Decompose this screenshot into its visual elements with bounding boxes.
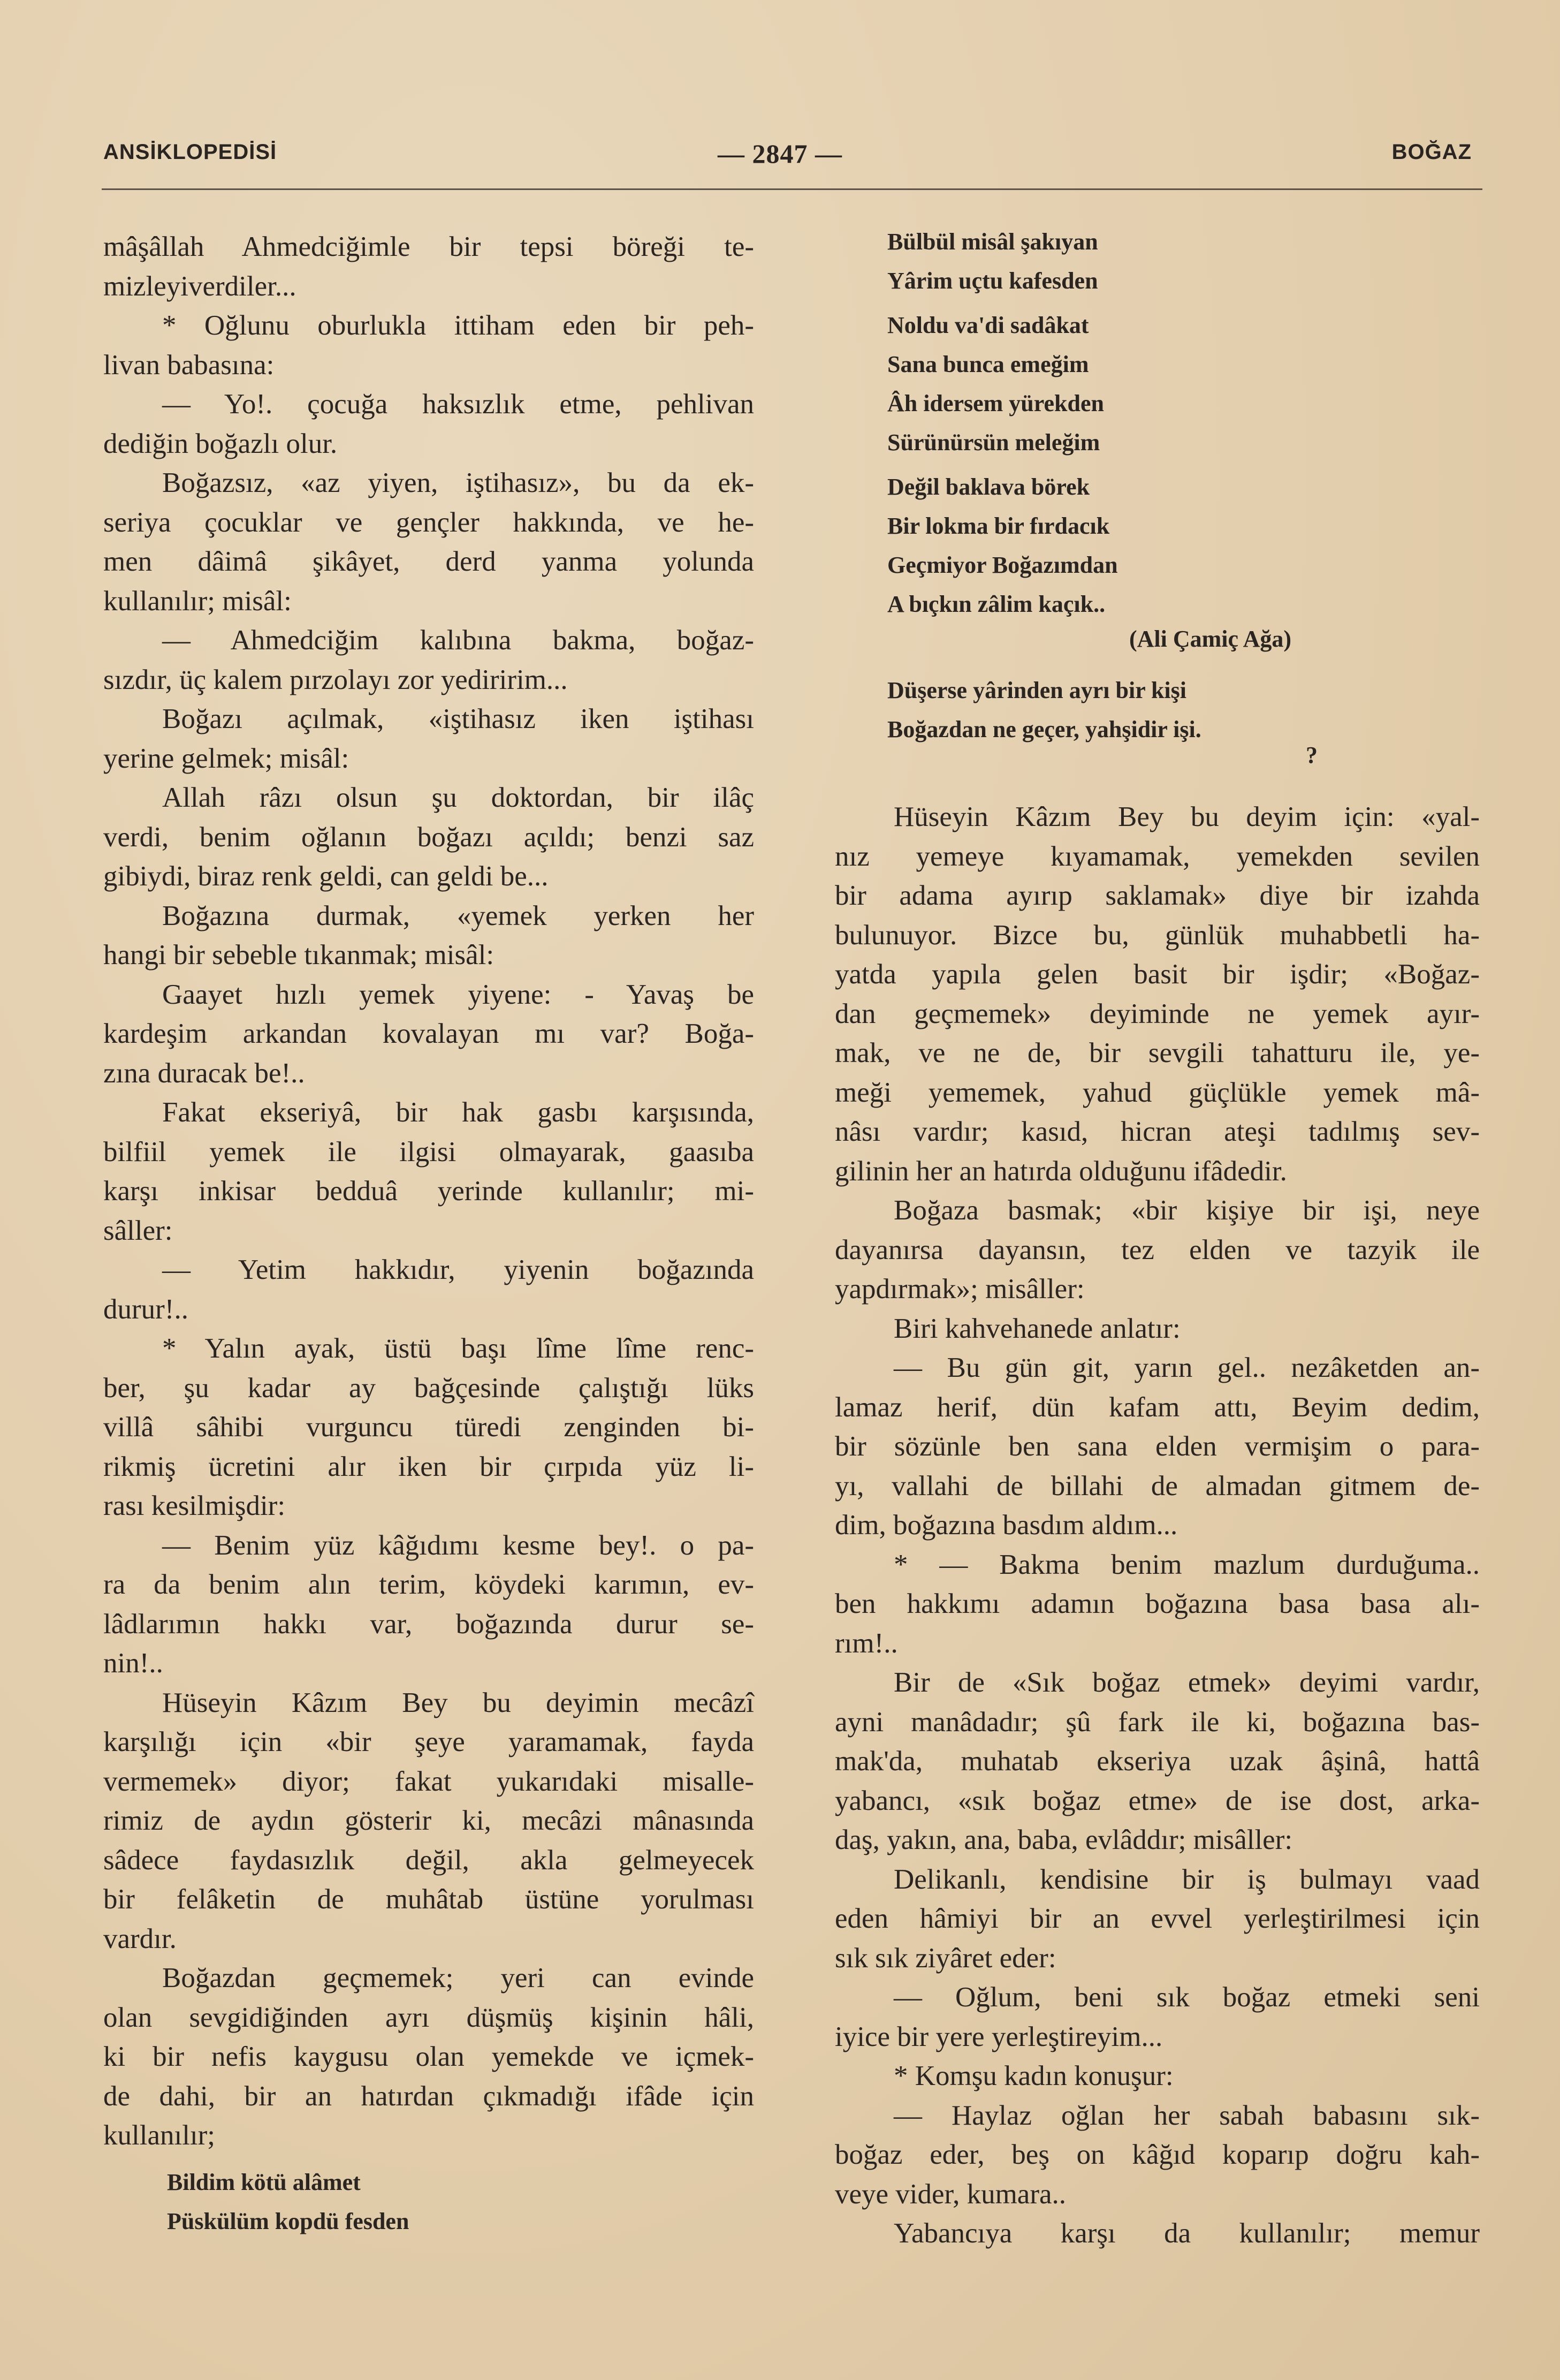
text-line: de dahi, bir an hatırdan çıkmadığı ifâde için bbox=[103, 2080, 754, 2112]
text-line: dim, boğazına basdım aldım... bbox=[835, 1510, 1178, 1541]
text-line: — Yo!. çocuğa haksızlık etme, pehlivan bbox=[162, 389, 754, 420]
text-line: bilfiil yemek ile ilgisi olmayarak, gaasıba bbox=[103, 1136, 754, 1168]
text-line: bir felâketin de muhâtab üstüne yorulması bbox=[103, 1884, 754, 1915]
text-line: — Bu gün git, yarın gel.. nezâketden an- bbox=[894, 1352, 1480, 1383]
text-line: kullanılır; bbox=[103, 2120, 216, 2151]
text-line: yatda yapıla gelen basit bir işdir; «Boğaz- bbox=[835, 959, 1480, 990]
text-line: karşı inkisar bedduâ yerinde kullanılır; mi- bbox=[103, 1176, 754, 1207]
text-line: sâdece faydasızlık değil, akla gelmeyecek bbox=[103, 1844, 754, 1876]
text-line: Boğazı açılmak, «iştihasız iken iştihası bbox=[162, 703, 754, 734]
text-line: — Benim yüz kâğıdımı kesme bey!. o pa- bbox=[162, 1529, 754, 1561]
verse-line: Bir lokma bir fırdacık bbox=[887, 513, 1110, 539]
running-header-left: ANSİKLOPEDİSİ bbox=[103, 140, 277, 164]
text-line: Boğazına durmak, «yemek yerken her bbox=[162, 900, 754, 931]
verse-line: Geçmiyor Boğazımdan bbox=[887, 552, 1118, 578]
verse-line: Noldu va'di sadâkat bbox=[887, 312, 1089, 338]
text-line: eden hâmiyi bir an evvel yerleştirilmesi için bbox=[835, 1903, 1480, 1934]
text-line: nâsı vardır; kasıd, hicran ateşi tadılmış sev- bbox=[835, 1116, 1480, 1147]
text-line: Delikanlı, kendisine bir iş bulmayı vaad bbox=[894, 1863, 1480, 1895]
text-line: ber, şu kadar ay bağçesinde çalıştığı lüks bbox=[103, 1372, 754, 1404]
verse-line: A bıçkın zâlim kaçık.. bbox=[887, 591, 1106, 617]
text-line: Bir de «Sık boğaz etmek» deyimi vardır, bbox=[894, 1667, 1480, 1698]
verse-line: Değil baklava börek bbox=[887, 474, 1090, 500]
text-line: bir adama ayırıp saklamak» diye bir izahda bbox=[835, 880, 1480, 911]
text-line: kullanılır; misâl: bbox=[103, 585, 292, 617]
verse-line: Yârim uçtu kafesden bbox=[887, 268, 1098, 294]
text-line: yapdırmak»; misâller: bbox=[835, 1274, 1085, 1305]
text-line: durur!.. bbox=[103, 1293, 188, 1325]
text-line: Hüseyin Kâzım Bey bu deyim için: «yal- bbox=[894, 801, 1480, 832]
text-line: mak, ve ne de, bir sevgili tahatturu ile, ye- bbox=[835, 1037, 1480, 1068]
text-line: Biri kahvehanede anlatır: bbox=[894, 1313, 1181, 1344]
text-line: Boğazdan geçmemek; yeri can evinde bbox=[162, 1962, 754, 1994]
verse-line: Bülbül misâl şakıyan bbox=[887, 229, 1098, 255]
text-line: — Yetim hakkıdır, yiyenin boğazında bbox=[162, 1254, 754, 1285]
text-line: vermemek» diyor; fakat yukarıdaki misalle- bbox=[103, 1765, 754, 1797]
text-line: men dâimâ şikâyet, derd yanma yolunda bbox=[103, 546, 754, 577]
text-line: dan geçmemek» deyiminde ne yemek ayır- bbox=[835, 998, 1480, 1029]
text-line: * Oğlunu oburlukla ittiham eden bir peh- bbox=[162, 310, 754, 341]
text-line: * Komşu kadın konuşur: bbox=[894, 2060, 1174, 2091]
text-line: kardeşim arkandan kovalayan mı var? Boğa- bbox=[103, 1018, 754, 1049]
text-line: livan babasına: bbox=[103, 349, 275, 381]
text-line: villâ sâhibi vurguncu türedi zenginden bi- bbox=[103, 1412, 754, 1443]
verse-line: Bildim kötü alâmet bbox=[167, 2169, 361, 2195]
text-line: Gaayet hızlı yemek yiyene: - Yavaş be bbox=[162, 979, 754, 1010]
text-line: yabancı, «sık boğaz etme» de ise dost, arka- bbox=[835, 1785, 1480, 1816]
text-line: verdi, benim oğlanın boğazı açıldı; benzi saz bbox=[103, 821, 754, 853]
text-line: dediğin boğazlı olur. bbox=[103, 428, 338, 459]
text-line: olan sevgidiğinden ayrı düşmüş kişinin hâli, bbox=[103, 2002, 754, 2033]
left-column-text bbox=[103, 228, 754, 2156]
text-line: veye vider, kumara.. bbox=[835, 2178, 1066, 2210]
text-line: hangi bir sebeble tıkanmak; misâl: bbox=[103, 939, 494, 971]
text-line: yı, vallahi de billahi de almadan gitmem de- bbox=[835, 1470, 1480, 1502]
right-column-text bbox=[835, 798, 1480, 2254]
text-line: bulunuyor. Bizce bu, günlük muhabbetli ha- bbox=[835, 919, 1480, 951]
text-line: Yabancıya karşı da kullanılır; memur bbox=[894, 2218, 1480, 2249]
text-line: zına duracak be!.. bbox=[103, 1057, 305, 1089]
text-line: iyice bir yere yerleştireyim... bbox=[835, 2021, 1163, 2052]
text-line: ra da benim alın terim, köydeki karımın, ev- bbox=[103, 1569, 754, 1600]
text-line: Fakat ekseriyâ, bir hak gasbı karşısında, bbox=[162, 1097, 754, 1128]
text-line: sızdır, üç kalem pırzolayı zor yediririm... bbox=[103, 664, 568, 695]
text-line: meği yememek, yahud güçlükle yemek mâ- bbox=[835, 1077, 1480, 1108]
text-line: lâdlarımın hakkı var, boğazında durur se- bbox=[103, 1608, 754, 1640]
text-line: mizleyiverdiler... bbox=[103, 270, 296, 302]
left-column-verse bbox=[167, 2163, 409, 2241]
text-line: lamaz herif, dün kafam attı, Beyim dedim, bbox=[835, 1391, 1480, 1423]
text-line: yerine gelmek; misâl: bbox=[103, 742, 349, 774]
text-line: Boğazsız, «az yiyen, iştihasız», bu da ek- bbox=[162, 467, 754, 498]
text-line: seriya çocuklar ve gençler hakkında, ve he- bbox=[103, 506, 754, 538]
text-line: nin!.. bbox=[103, 1648, 163, 1679]
header-rule bbox=[102, 188, 1482, 190]
text-line: — Oğlum, beni sık boğaz etmeki seni bbox=[894, 1982, 1480, 2013]
text-line: ayni manâdadır; şû fark ile ki, boğazına bas- bbox=[835, 1706, 1480, 1738]
text-line: gilinin her an hatırda olduğunu ifâdedir. bbox=[835, 1155, 1287, 1187]
page-number: — 2847 — bbox=[718, 139, 842, 169]
text-line: mak'da, muhatab ekseriya uzak âşinâ, hattâ bbox=[835, 1746, 1480, 1777]
text-line: — Ahmedciğim kalıbına bakma, boğaz- bbox=[162, 625, 754, 656]
text-line: Allah râzı olsun şu doktordan, bir ilâç bbox=[162, 782, 754, 813]
text-line: daş, yakın, ana, baba, evlâddır; misâller: bbox=[835, 1824, 1293, 1855]
text-line: — Haylaz oğlan her sabah babasını sık- bbox=[894, 2099, 1480, 2131]
verse-line: Sürünürsün meleğim bbox=[887, 429, 1100, 456]
text-line: karşılığı için «bir şeye yaramamak, fayda bbox=[103, 1726, 754, 1757]
text-line: Boğaza basmak; «bir kişiye bir işi, neye bbox=[894, 1195, 1480, 1226]
text-line: * — Bakma benim mazlum durduğuma.. bbox=[894, 1549, 1480, 1580]
verse-line: Sana bunca emeğim bbox=[887, 351, 1089, 377]
text-line: ben hakkımı adamın boğazına basa basa alı- bbox=[835, 1588, 1480, 1619]
text-line: sâller: bbox=[103, 1215, 173, 1246]
verse-line: Boğazdan ne geçer, yahşidir işi. bbox=[887, 716, 1201, 742]
text-line: * Yalın ayak, üstü başı lîme lîme renc- bbox=[162, 1333, 754, 1364]
running-header-right: BOĞAZ bbox=[1391, 140, 1472, 164]
text-line: gibiydi, biraz renk geldi, can geldi be... bbox=[103, 861, 549, 892]
text-line: rikmiş ücretini alır iken bir çırpıda yüz li- bbox=[103, 1451, 754, 1482]
verse2-attribution: ? bbox=[1306, 742, 1318, 768]
right-column-verse bbox=[887, 222, 1201, 749]
verse-line: Düşerse yârinden ayrı bir kişi bbox=[887, 677, 1187, 703]
verse-line: Püskülüm kopdü fesden bbox=[167, 2208, 409, 2234]
verse-attribution: (Ali Çamiç Ağa) bbox=[1129, 626, 1292, 652]
text-line: rası kesilmişdir: bbox=[103, 1490, 286, 1521]
verse-line: Âh idersem yürekden bbox=[887, 390, 1104, 416]
text-line: rimiz de aydın gösterir ki, mecâzi mânasında bbox=[103, 1805, 754, 1836]
text-line: ki bir nefis kaygusu olan yemekde ve içmek- bbox=[103, 2041, 754, 2072]
text-line: Hüseyin Kâzım Bey bu deyimin mecâzî bbox=[162, 1687, 754, 1718]
text-line: sık sık ziyâret eder: bbox=[835, 1942, 1056, 1974]
text-line: vardır. bbox=[103, 1923, 177, 1954]
text-line: boğaz eder, beş on kâğıd koparıp doğru kah- bbox=[835, 2139, 1480, 2170]
text-line: dayanırsa dayansın, tez elden ve tazyik ile bbox=[835, 1234, 1480, 1265]
text-line: mâşâllah Ahmedciğimle bir tepsi böreği te- bbox=[103, 231, 754, 262]
text-line: bir sözünle ben sana elden vermişim o para- bbox=[835, 1431, 1480, 1462]
text-line: rım!.. bbox=[835, 1627, 898, 1659]
text-line: nız yemeye kıyamamak, yemekden sevilen bbox=[835, 840, 1480, 872]
